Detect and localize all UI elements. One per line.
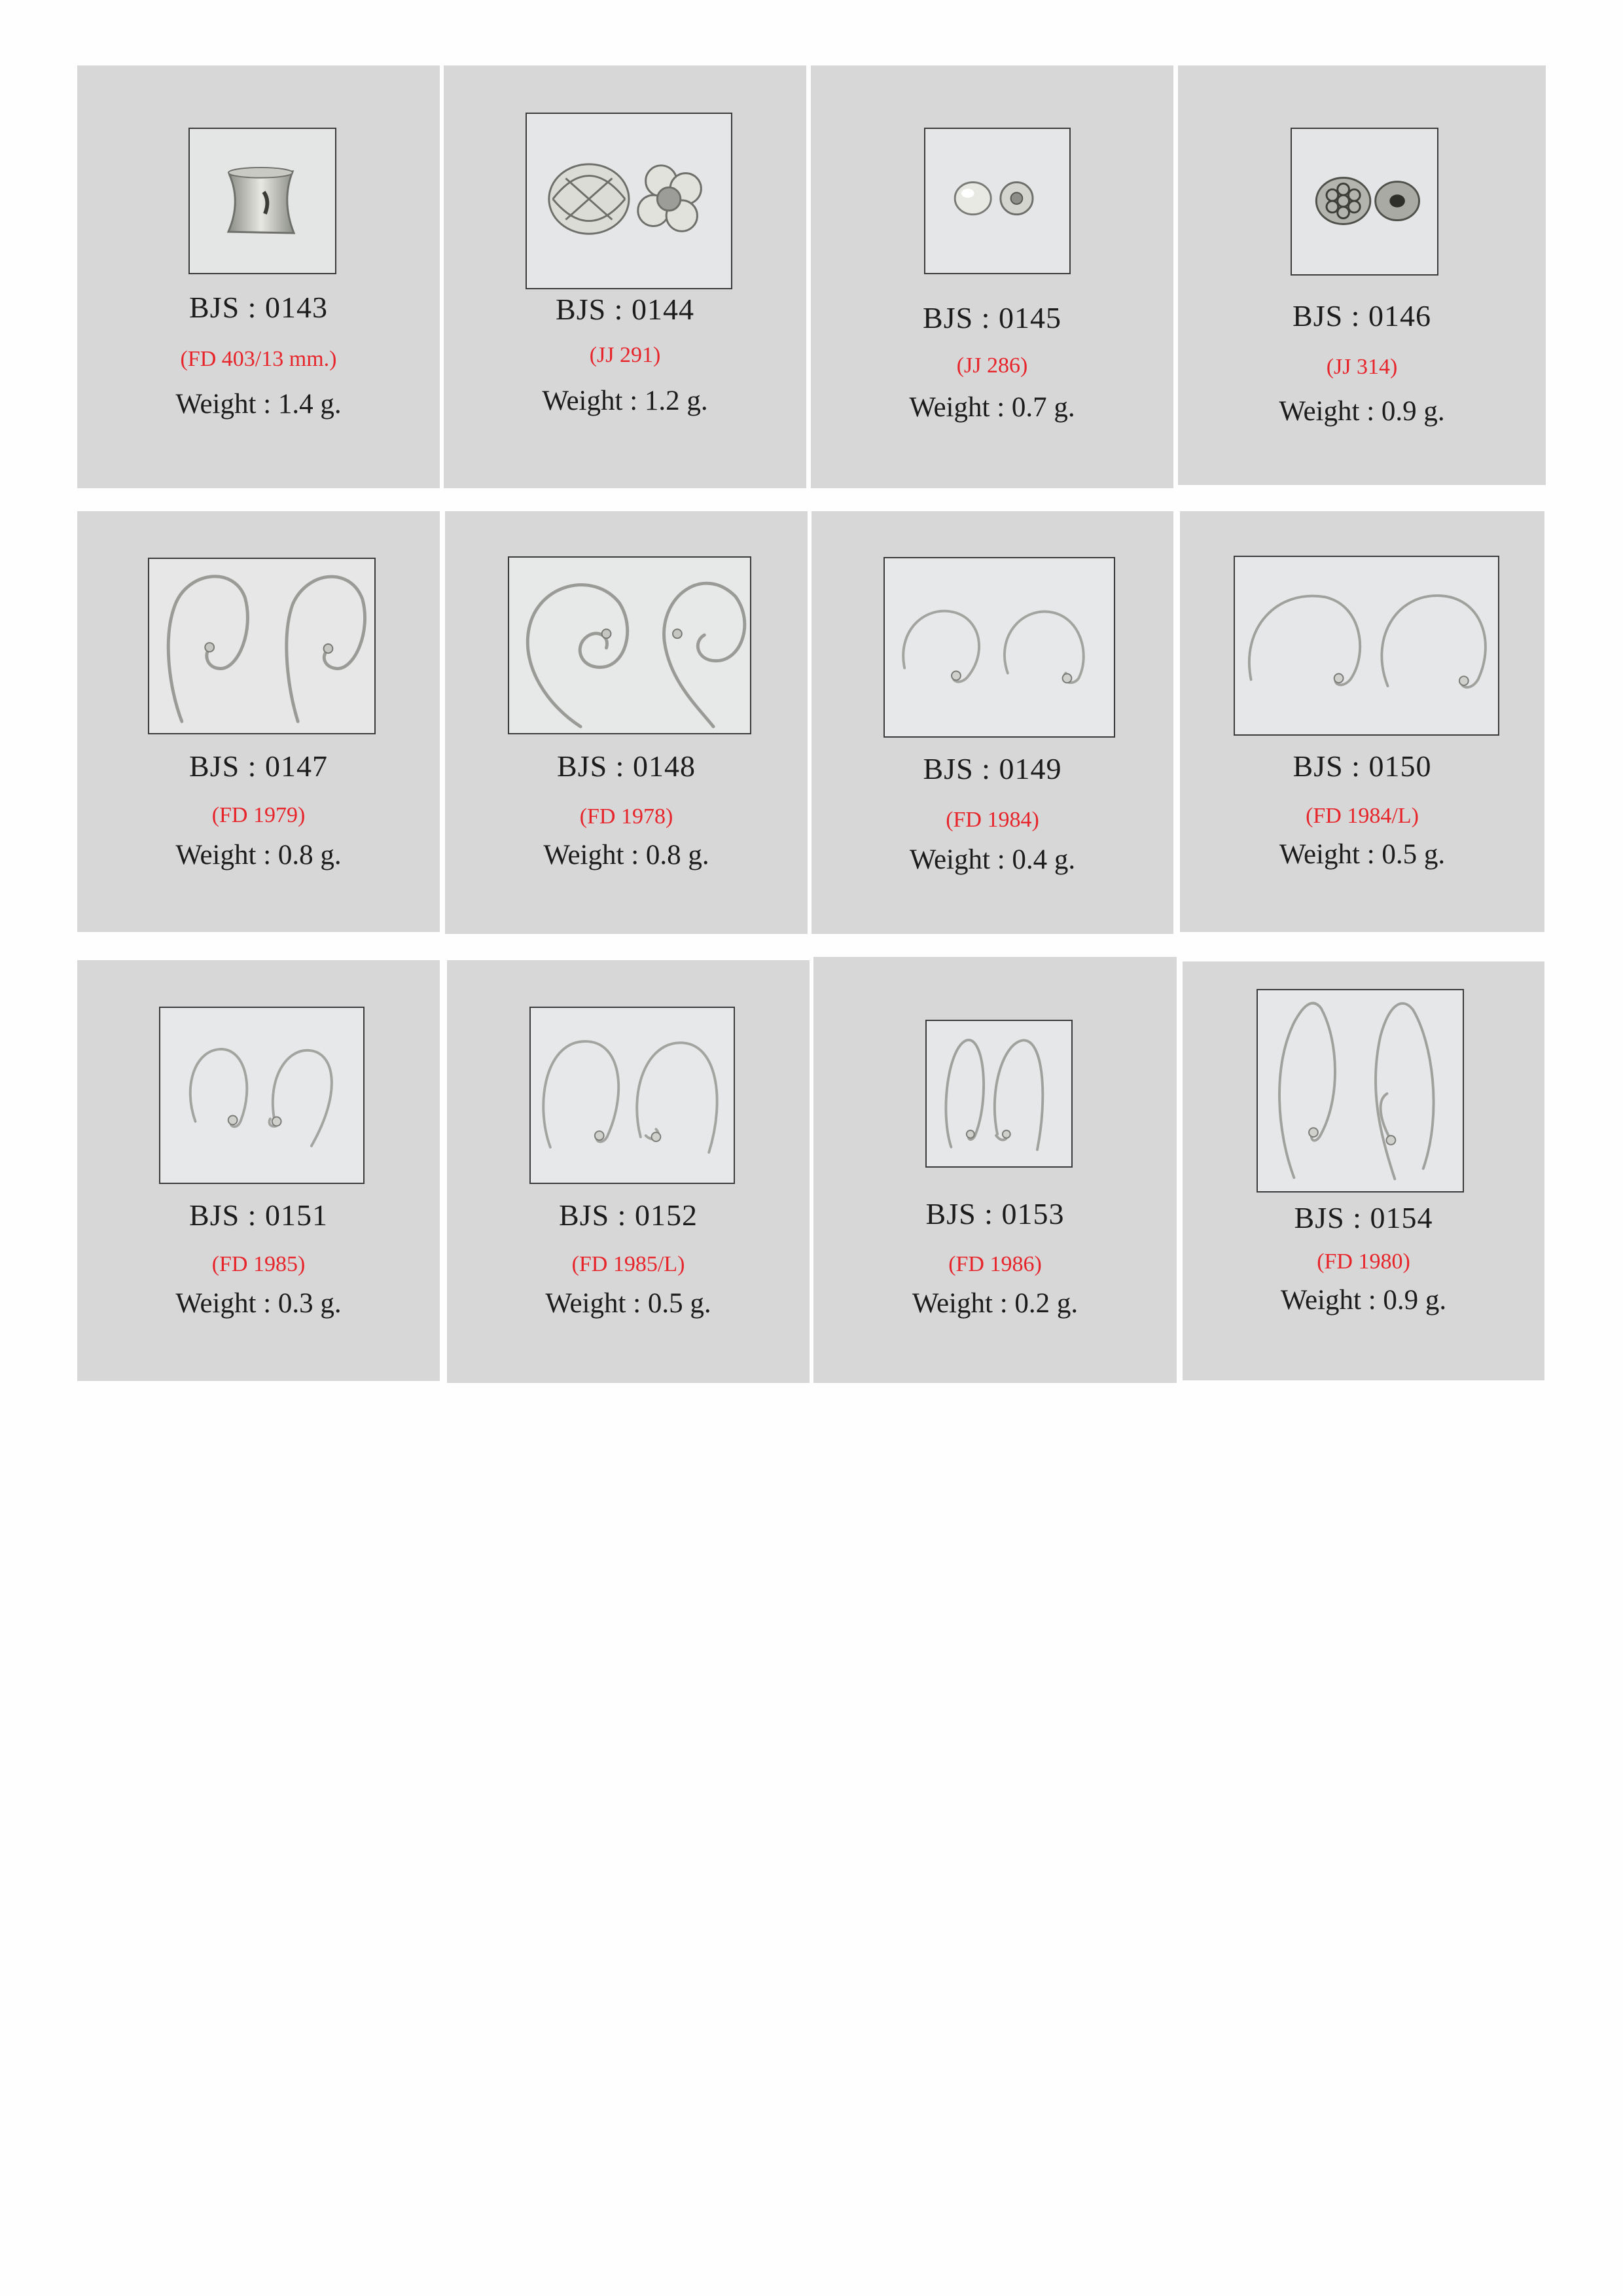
product-code: BJS : 0152: [559, 1198, 698, 1232]
product-weight: Weight : 0.8 g.: [175, 840, 342, 870]
product-photo-flower-cap-beads: [526, 113, 732, 289]
product-weight: Weight : 0.5 g.: [545, 1288, 711, 1319]
product-card: [77, 511, 440, 932]
product-photo-hourglass-bead: [188, 128, 336, 274]
product-photo-round-spacer-beads: [924, 128, 1071, 274]
product-weight: Weight : 1.4 g.: [175, 389, 342, 420]
round-ear-wires-large-image: [1235, 557, 1498, 734]
product-reference: (JJ 314): [1326, 355, 1398, 379]
product-reference: (FD 403/13 mm.): [180, 347, 337, 371]
product-photo-flower-stamped-beads: [1291, 128, 1438, 276]
product-code: BJS : 0154: [1294, 1201, 1433, 1234]
product-code: BJS : 0145: [923, 301, 1061, 334]
round-ear-wires-small-image: [885, 558, 1114, 736]
product-code: BJS : 0143: [189, 291, 328, 324]
product-code: BJS : 0153: [925, 1197, 1065, 1230]
product-card: [444, 65, 806, 488]
product-reference: (JJ 291): [589, 343, 661, 367]
product-card: [813, 957, 1177, 1383]
product-weight: Weight : 0.9 g.: [1280, 1285, 1447, 1316]
product-weight: Weight : 0.2 g.: [912, 1288, 1079, 1319]
narrow-ear-wires-image: [927, 1021, 1071, 1166]
product-weight: Weight : 0.7 g.: [909, 392, 1075, 423]
product-reference: (FD 1978): [579, 804, 673, 829]
product-photo-spiral-ear-wires-tall: [148, 558, 376, 734]
spiral-ear-wires-tall-image: [149, 559, 374, 733]
oval-ear-wires-large-image: [531, 1008, 734, 1183]
product-weight: Weight : 0.5 g.: [1279, 839, 1446, 870]
product-code: BJS : 0148: [557, 749, 696, 783]
product-weight: Weight : 1.2 g.: [542, 386, 708, 416]
product-code: BJS : 0149: [923, 752, 1062, 785]
product-card: [1183, 961, 1544, 1380]
product-card: [1180, 511, 1544, 932]
product-photo-round-ear-wires-large: [1234, 556, 1499, 736]
product-photo-oval-ear-wires-large: [529, 1007, 735, 1184]
flower-cap-beads-image: [527, 114, 731, 288]
product-photo-oval-ear-wires-small: [159, 1007, 365, 1184]
product-reference: (FD 1980): [1317, 1249, 1410, 1274]
product-photo-round-ear-wires-small: [883, 557, 1115, 738]
product-card: [77, 960, 440, 1381]
product-card: [445, 511, 808, 934]
product-code: BJS : 0150: [1293, 749, 1432, 783]
product-weight: Weight : 0.4 g.: [909, 844, 1076, 875]
hourglass-bead-image: [190, 129, 335, 273]
round-spacer-beads-image: [925, 129, 1069, 273]
product-code: BJS : 0151: [189, 1198, 328, 1232]
product-reference: (JJ 286): [956, 353, 1028, 378]
product-card: [812, 511, 1173, 934]
product-card: [1178, 65, 1546, 485]
flower-stamped-beads-image: [1292, 129, 1437, 274]
product-reference: (FD 1985): [211, 1252, 306, 1276]
product-reference: (FD 1984/L): [1306, 804, 1419, 828]
spiral-ear-wires-curl-image: [509, 558, 750, 733]
product-code: BJS : 0144: [556, 293, 694, 326]
product-photo-marquise-ear-wires: [1257, 989, 1464, 1193]
product-reference: (FD 1984): [946, 808, 1039, 832]
product-card: [811, 65, 1173, 488]
product-weight: Weight : 0.3 g.: [175, 1288, 342, 1319]
product-weight: Weight : 0.9 g.: [1279, 396, 1445, 427]
product-reference: (FD 1985/L): [571, 1252, 685, 1276]
product-code: BJS : 0146: [1293, 299, 1431, 332]
product-reference: (FD 1979): [211, 803, 306, 827]
oval-ear-wires-small-image: [160, 1008, 363, 1183]
product-card: [447, 960, 810, 1383]
product-reference: (FD 1986): [948, 1252, 1042, 1276]
product-photo-narrow-ear-wires: [925, 1020, 1073, 1168]
product-photo-spiral-ear-wires-curl: [508, 556, 751, 734]
product-code: BJS : 0147: [189, 749, 328, 783]
product-card: [77, 65, 440, 488]
marquise-ear-wires-image: [1258, 990, 1463, 1191]
product-weight: Weight : 0.8 g.: [543, 840, 709, 870]
